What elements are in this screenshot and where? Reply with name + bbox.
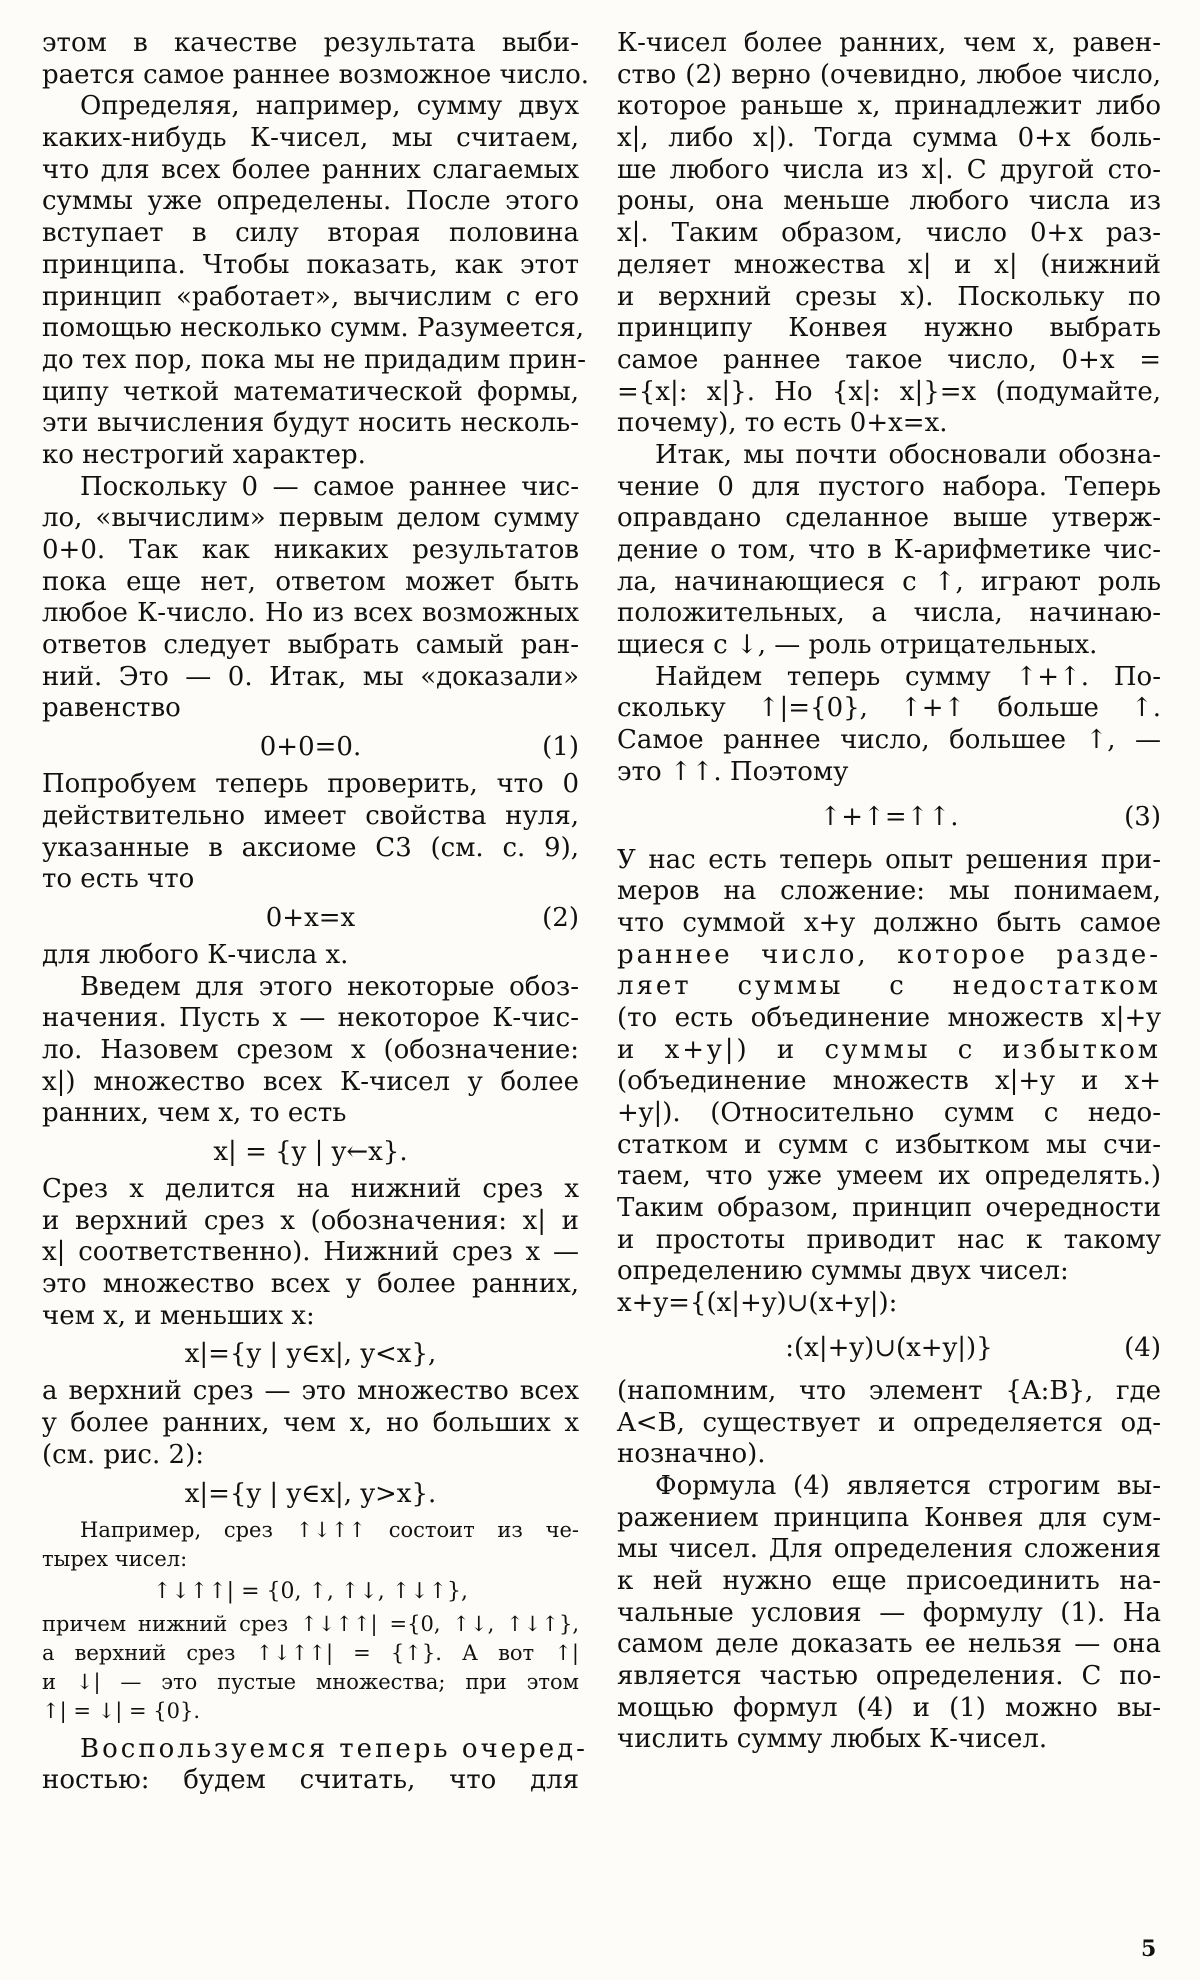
text-line: роны, она меньше любого числа из bbox=[617, 186, 1161, 217]
text-line: и x+y|) и суммы с избытком bbox=[617, 1034, 1161, 1065]
page-number: 5 bbox=[1141, 1936, 1157, 1962]
example-formula bbox=[42, 1574, 579, 1610]
text-line: рается самое раннее возможное число. bbox=[42, 59, 589, 90]
text-line: до тех пор, пока мы не придадим прин- bbox=[42, 344, 586, 375]
text-line: Итак, мы почти обосновали обозна- bbox=[655, 439, 1161, 470]
text-line: меров на сложение: мы понимаем, bbox=[617, 876, 1161, 907]
text-line: Введем для этого некоторые обоз- bbox=[80, 971, 579, 1002]
text-line: ше любого числа из x|. С другой сто- bbox=[617, 154, 1161, 185]
text-line: Таким образом, принцип очередности bbox=[617, 1193, 1161, 1224]
text-line: ностью: будем считать, что для bbox=[42, 1765, 579, 1796]
text-line: x|. Таким образом, число 0+x раз- bbox=[617, 218, 1161, 249]
text-line: y более ранних, чем x, но больших x bbox=[42, 1408, 579, 1439]
formula-4 bbox=[617, 1320, 1161, 1376]
formula-upper-cut bbox=[42, 1472, 579, 1516]
text-line: ципу четкой математической формы, bbox=[42, 376, 579, 407]
left-column bbox=[42, 28, 589, 1797]
text-line: которое раньше x, принадлежит либо bbox=[617, 91, 1161, 122]
text-line: а верхний срез — это множество всех bbox=[42, 1376, 579, 1407]
text-line: x|) множество всех К-чисел y более bbox=[42, 1066, 579, 1097]
formula-1 bbox=[42, 725, 579, 769]
formula-number: (3) bbox=[1124, 801, 1161, 832]
text-line: ла, начинающиеся с ↑, играют роль bbox=[617, 566, 1161, 597]
text-line: оправдано сделанное выше утверж- bbox=[617, 503, 1161, 534]
text-line: для любого К-числа x. bbox=[42, 939, 349, 970]
text-line: эти вычисления будут носить несколь- bbox=[42, 408, 579, 439]
text-line: числить сумму любых К-чисел. bbox=[617, 1724, 1048, 1755]
formula-expression: 0+0=0. bbox=[259, 732, 362, 763]
text-line: Например, срез ↑↓↑↑ состоит из че- bbox=[80, 1517, 579, 1542]
text-line: У нас есть теперь опыт решения при- bbox=[617, 844, 1161, 875]
text-line: ↑| = ↓| = {0}. bbox=[42, 1698, 200, 1723]
text-line: x| соответственно). Нижний срез x — bbox=[42, 1237, 579, 1268]
formula-expression: :(x|+y)∪(x+y|)} bbox=[785, 1332, 993, 1363]
formula-lower-cut bbox=[42, 1332, 579, 1376]
text-line: ответов следует выбрать самый ран- bbox=[42, 630, 579, 661]
text-line: A<B, существует и определяется од- bbox=[617, 1407, 1161, 1438]
text-line: ко нестрогий характер. bbox=[42, 439, 366, 470]
text-line: пока еще нет, ответом может быть bbox=[42, 566, 579, 597]
formula-expression: ↑+↑=↑↑. bbox=[819, 801, 959, 832]
formula-expression: 0+x=x bbox=[265, 902, 356, 933]
text-line: действительно имеет свойства нуля, bbox=[42, 800, 579, 831]
text-line: (см. рис. 2): bbox=[42, 1439, 204, 1470]
text-line: Попробуем теперь проверить, что 0 bbox=[42, 769, 579, 800]
text-line: тырех чисел: bbox=[42, 1546, 188, 1571]
text-line: (то есть объединение множеств x|+y bbox=[617, 1002, 1161, 1033]
text-line: (объединение множеств x|+y и x+ bbox=[617, 1066, 1161, 1097]
formula-2 bbox=[42, 896, 579, 940]
text-line: x+y={(x|+y)∪(x+y|): bbox=[617, 1288, 898, 1319]
text-line: самое раннее такое число, 0+x = bbox=[617, 344, 1161, 375]
formula-expression: x|={y | y∈x|, y>x}. bbox=[184, 1478, 437, 1509]
text-line: мощью формул (4) и (1) можно вы- bbox=[617, 1692, 1161, 1723]
formula-expression: ↑↓↑↑| = {0, ↑, ↑↓, ↑↓↑}, bbox=[152, 1578, 469, 1604]
text-line: таем, что уже умеем их определять.) bbox=[617, 1161, 1161, 1192]
text-line: что суммой x+y должно быть самое bbox=[617, 907, 1161, 938]
text-line: Определяя, например, сумму двух bbox=[80, 91, 579, 122]
text-line: это множество всех y более ранних, bbox=[42, 1269, 579, 1300]
text-line: мы чисел. Для определения сложения bbox=[617, 1534, 1161, 1565]
text-line: ляет суммы с недостатком bbox=[617, 971, 1161, 1002]
text-line: является частью определения. С по- bbox=[617, 1661, 1161, 1691]
text-line: (напомним, что элемент {A:B}, где bbox=[617, 1375, 1161, 1406]
text-line: принципу Конвея нужно выбрать bbox=[617, 313, 1161, 344]
text-line: деляет множества x| и x| (нижний bbox=[617, 249, 1161, 280]
text-line: этом в качестве результата выби- bbox=[42, 28, 579, 58]
text-line: ранних, чем x, то есть bbox=[42, 1098, 347, 1129]
text-line: чение 0 для пустого набора. Теперь bbox=[617, 471, 1161, 502]
text-line: Воспользуемся теперь очеред- bbox=[80, 1733, 588, 1764]
text-line: равенство bbox=[42, 693, 181, 724]
formula-3 bbox=[617, 789, 1161, 845]
text-line: причем нижний срез ↑↓↑↑| ={0, ↑↓, ↑↓↑}, bbox=[42, 1611, 579, 1636]
text-line: определению суммы двух чисел: bbox=[617, 1256, 1069, 1287]
example-block bbox=[42, 1516, 579, 1726]
text-line: К-чисел более ранних, чем x, равен- bbox=[617, 28, 1161, 58]
text-line: указанные в аксиоме С3 (см. с. 9), bbox=[42, 832, 579, 863]
text-line: самом деле доказать ее нельзя — она bbox=[617, 1629, 1161, 1660]
text-line: вступает в силу вторая половина bbox=[42, 218, 579, 249]
text-line: и верхний срезы x). Поскольку по bbox=[617, 281, 1161, 312]
text-line: раннее число, которое разде- bbox=[617, 939, 1161, 970]
right-column bbox=[617, 28, 1161, 1756]
text-line: статком и сумм с избытком мы счи- bbox=[617, 1129, 1161, 1160]
text-line: нозначно). bbox=[617, 1439, 766, 1470]
text-line: принцип «работает», вычислим с его bbox=[42, 281, 579, 312]
formula-expression: x|={y | y∈x|, y<x}, bbox=[184, 1339, 437, 1370]
text-line: это ↑↑. Поэтому bbox=[617, 756, 849, 787]
text-line: чальные условия — формулу (1). На bbox=[617, 1597, 1161, 1628]
text-line: Срез x делится на нижний срез x bbox=[42, 1174, 579, 1204]
text-line: любое К-число. Но из всех возможных bbox=[42, 598, 579, 629]
text-line: ло, «вычислим» первым делом сумму bbox=[42, 503, 579, 534]
text-line: ражением принципа Конвея для сум- bbox=[617, 1502, 1161, 1533]
formula-number: (4) bbox=[1124, 1332, 1161, 1363]
text-line: Поскольку 0 — самое раннее чис- bbox=[80, 471, 579, 502]
text-line: Найдем теперь сумму ↑+↑. По- bbox=[655, 661, 1161, 692]
text-line: Формула (4) является строгим вы- bbox=[655, 1470, 1161, 1501]
text-line: положительных, а числа, начинаю- bbox=[617, 598, 1161, 629]
text-line: и ↓| — это пустые множества; при этом bbox=[42, 1669, 579, 1694]
text-line: к ней нужно еще присоединить на- bbox=[617, 1565, 1161, 1596]
text-line: скольку ↑|={0}, ↑+↑ больше ↑. bbox=[617, 693, 1161, 724]
formula-number: (2) bbox=[542, 902, 579, 933]
text-line: дение о том, что в К-арифметике чис- bbox=[617, 535, 1161, 565]
text-line: ний. Это — 0. Итак, мы «доказали» bbox=[42, 661, 579, 692]
text-line: и простоты приводит нас к такому bbox=[617, 1224, 1161, 1255]
text-line: что для всех более ранних слагаемых bbox=[42, 154, 579, 185]
text-line: и верхний срез x (обозначения: x| и bbox=[42, 1205, 579, 1236]
spacer bbox=[42, 1726, 579, 1734]
text-line: а верхний срез ↑↓↑↑| = {↑}. А вот ↑| bbox=[42, 1640, 579, 1665]
text-line: 0+0. Так как никаких результатов bbox=[42, 535, 579, 565]
text-line: Самое раннее число, большее ↑, — bbox=[617, 725, 1161, 756]
text-line: помощью несколько сумм. Разумеется, bbox=[42, 313, 585, 344]
text-line: ство (2) верно (очевидно, любое число, bbox=[617, 59, 1161, 90]
text-line: +y|). (Относительно сумм с недо- bbox=[617, 1098, 1161, 1128]
text-line: каких-нибудь К-чисел, мы считаем, bbox=[42, 123, 579, 154]
text-line: ={x|: x|}. Но {x|: x|}=x (подумайте, bbox=[617, 376, 1161, 407]
text-line: щиеся с ↓, — роль отрицательных. bbox=[617, 630, 1098, 661]
text-line: принципа. Чтобы показать, как этот bbox=[42, 249, 579, 280]
formula-number: (1) bbox=[542, 732, 579, 763]
text-line: начения. Пусть x — некоторое К-чис- bbox=[42, 1003, 579, 1034]
text-line: чем x, и меньших x: bbox=[42, 1300, 315, 1331]
text-line: почему), то есть 0+x=x. bbox=[617, 408, 948, 439]
text-line: суммы уже определены. После этого bbox=[42, 186, 579, 217]
text-line: то есть что bbox=[42, 864, 195, 895]
formula-cut-definition bbox=[42, 1130, 579, 1174]
text-line: ло. Назовем срезом x (обозначение: bbox=[42, 1034, 579, 1065]
text-line: x|, либо x|). Тогда сумма 0+x боль- bbox=[617, 123, 1161, 154]
formula-expression: x| = {y | y←x}. bbox=[213, 1137, 408, 1167]
